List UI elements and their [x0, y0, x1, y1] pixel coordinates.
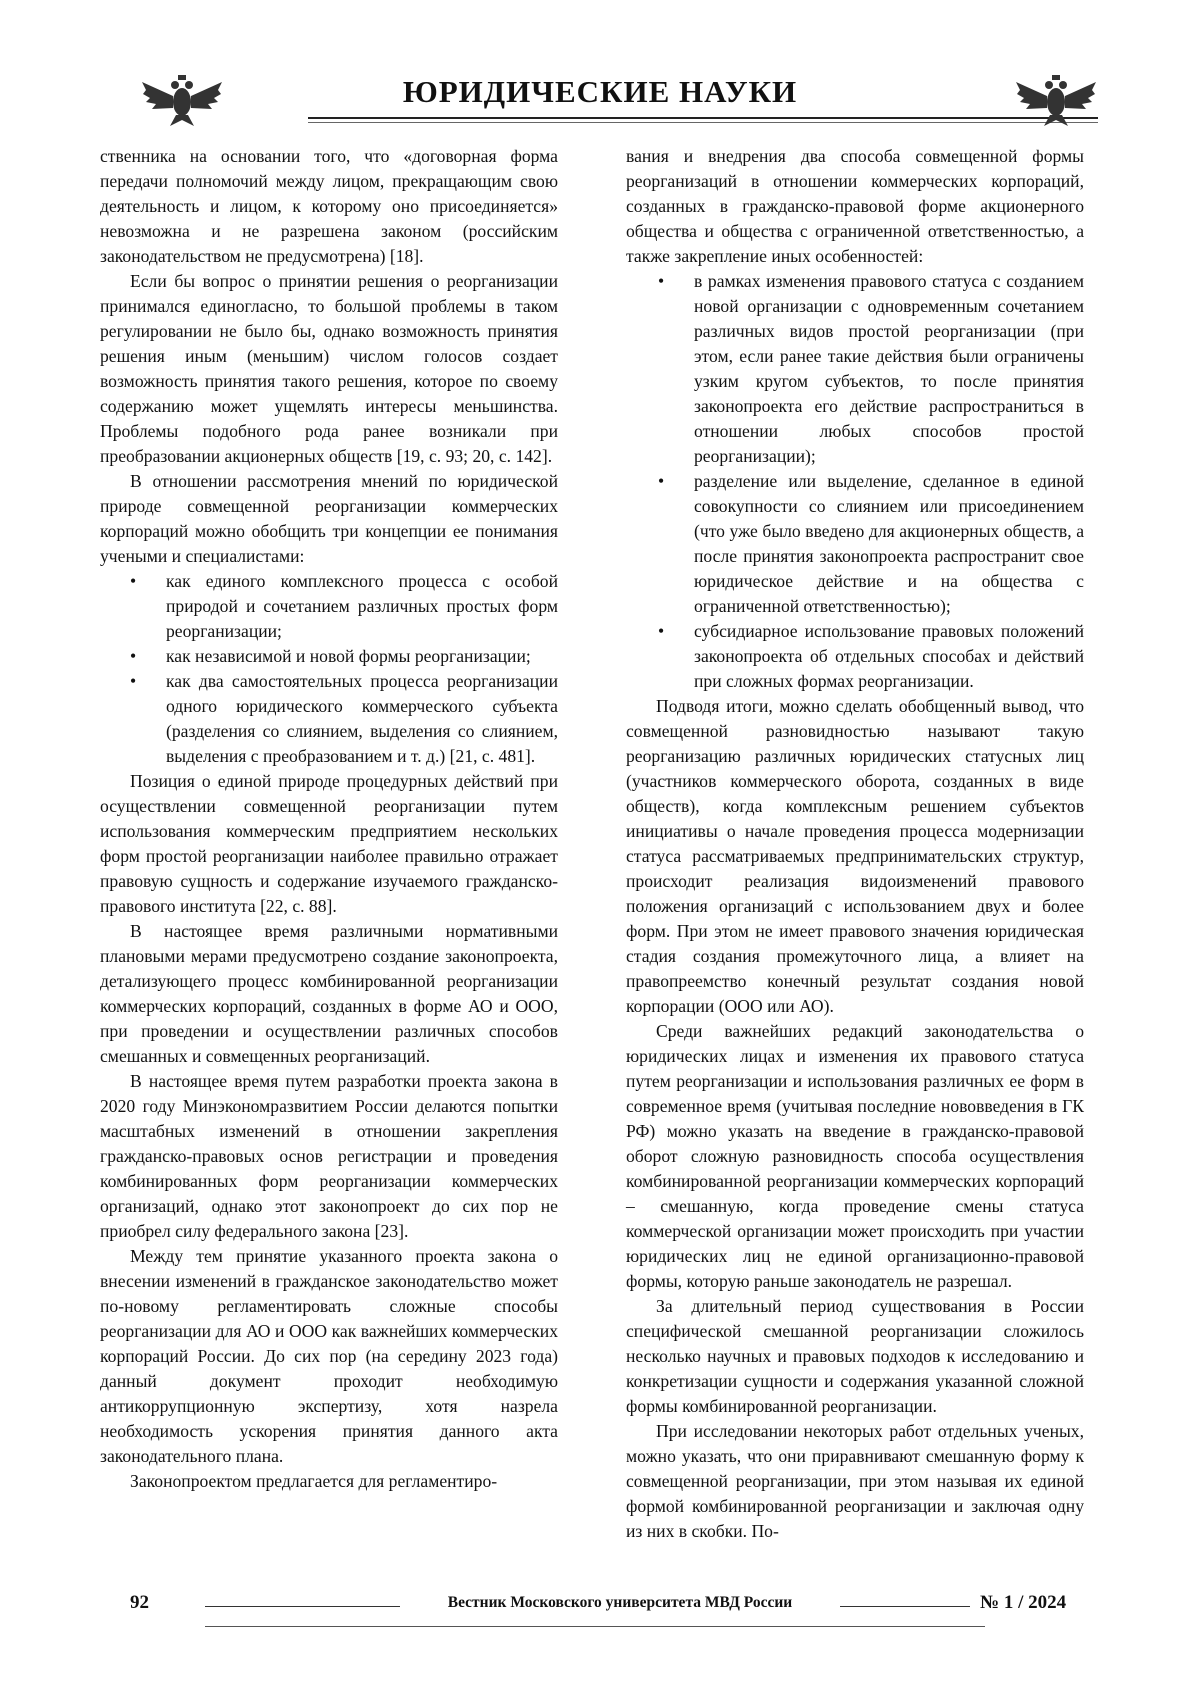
- journal-name: Вестник Московского университета МВД России: [447, 1594, 793, 1611]
- paragraph: В отношении рассмотрения мнений по юридической природе совмещенной реорганизации коммерческих корпораций можно обобщить три концепции ее понимания учеными и специалистами:: [100, 471, 558, 566]
- right-column: [626, 144, 1084, 1544]
- bullet-list: [626, 269, 1084, 694]
- issue-number: № 1 / 2024: [980, 1592, 1067, 1613]
- list-item: • в рамках изменения правового статуса с созданием новой организации с одновременным сочетанием различных видов простой реорганизации (при этом, если ранее такие действия были ограничены узким кругом субъектов, то после принятия законопроекта его действие распространиться в отношении любых способов простой реорганизации);: [626, 269, 1084, 469]
- list-item: • разделение или выделение, сделанное в единой совокупности со слиянием или присоединением (что уже было введено для акционерных обществ, а после принятия законопроекта распространит свое юридическое действие и на общества с ограниченной ответственностью);: [626, 469, 1084, 619]
- bullet-list: [100, 569, 558, 769]
- page-number: 92: [130, 1592, 149, 1613]
- page-footer: [100, 1588, 1100, 1628]
- paragraph: В настоящее время путем разработки проекта закона в 2020 году Минэкономразвитием России делаются попытки масштабных изменений в отношении закрепления гражданско-правовых основ регистрации и проведения комбинированных форм реорганизации коммерческих организаций, однако этот законопроект до сих пор не приобрел силу федерального закона [23].: [100, 1071, 558, 1241]
- paragraph: В настоящее время различными нормативными плановыми мерами предусмотрено создание законопроекта, детализующего процесс комбинированной реорганизации коммерческих корпораций, созданных в форме АО и ООО, при проведении и осуществлении различных способов смешанных и совмещенных реорганизаций.: [100, 921, 558, 1066]
- paragraph: При исследовании некоторых работ отдельных ученых, можно указать, что они приравнивают смешанную форму к совмещенной реорганизации, при этом называя их единой формой комбинированной реорганизации и заключая одну из них в скобки. По-: [626, 1421, 1084, 1541]
- paragraph: вания и внедрения два способа совмещенной формы реорганизаций в отношении коммерческих корпораций, созданных в гражданско-правовой форме акционерного общества и общества с ограниченной ответственностью, а также закрепление иных особенностей:: [626, 146, 1084, 266]
- paragraph: ственника на основании того, что «договорная форма передачи полномочий между лицом, прекращающим свою деятельность и лицом, к которому оно присоединяется» невозможна и не разрешена законом (российским законодательством не предусмотрена) [18].: [100, 146, 558, 266]
- paragraph: Позиция о единой природе процедурных действий при осуществлении совмещенной реорганизации путем использования коммерческим предприятием нескольких форм простой реорганизации наиболее правильно отражает правовую сущность и содержание изучаемого гражданско-правового института [22, с. 88].: [100, 771, 558, 916]
- paragraph: Между тем принятие указанного проекта закона о внесении изменений в гражданское законодательство может по-новому регламентировать сложные способы реорганизации для АО и ООО как важнейших коммерческих корпораций России. До сих пор (на середину 2023 года) данный документ проходит необходимую антикоррупционную экспертизу, хотя назрела необходимость ускорения принятия данного акта законодательного плана.: [100, 1246, 558, 1466]
- paragraph: Законопроектом предлагается для регламентиро-: [130, 1471, 498, 1491]
- footer-bottom-rule: [205, 1626, 985, 1627]
- list-item: • как единого комплексного процесса с особой природой и сочетанием различных простых форм реорганизации;: [100, 569, 558, 644]
- page-header: [100, 62, 1100, 132]
- paragraph: За длительный период существования в России специфической смешанной реорганизации сложилось несколько научных и правовых подходов к исследованию и конкретизации сущности и содержания указанной сложной формы комбинированной реорганизации.: [626, 1296, 1084, 1416]
- list-item: • как независимой и новой формы реорганизации;: [100, 644, 558, 669]
- list-item: • как два самостоятельных процесса реорганизации одного юридического коммерческого субъекта (разделения со слиянием, выделения со слиянием, выделения с преобразованием и т. д.) [21, с. 481].: [100, 669, 558, 769]
- paragraph: Среди важнейших редакций законодательства о юридических лицах и изменения их правового статуса путем реорганизации и использования различных ее форм в современное время (учитывая последние нововведения в ГК РФ) можно указать на введение в гражданско-правовой оборот сложную разновидность способа осуществления комбинированной реорганизации коммерческих корпораций – смешанную, когда проведение смены статуса коммерческой организации может происходить при участии юридических лиц не единой организационно-правовой формы, которую раньше законодатель не разрешал.: [626, 1021, 1084, 1291]
- paragraph: Если бы вопрос о принятии решения о реорганизации принимался единогласно, то большой проблемы в таком регулировании не было бы, однако возможность принятия решения иным (меньшим) числом голосов создает возможность принятия такого решения, которое по своему содержанию может ущемлять интересы меньшинства. Проблемы подобного рода ранее возникали при преобразовании акционерных обществ [19, с. 93; 20, с. 142].: [100, 271, 558, 466]
- footer-rule: [205, 1606, 400, 1607]
- double-headed-eagle-emblem-icon: [1014, 72, 1098, 128]
- list-item: • субсидиарное использование правовых положений законопроекта об отдельных способах и действий при сложных формах реорганизации.: [626, 619, 1084, 694]
- paragraph: Подводя итоги, можно сделать обобщенный вывод, что совмещенной разновидностью называют такую реорганизацию различных юридических статусных лиц (участников коммерческого оборота, созданных в виде обществ), когда комплексным решением субъектов инициативы о начале проведения процесса модернизации статуса рассматриваемых предпринимательских структур, происходит реализация видоизменений правового положения организаций с использованием двух и более форм. При этом не имеет правового значения юридическая стадия создания промежуточного лица, а влияет на правопреемство конечный результат создания новой корпорации (ООО или АО).: [626, 696, 1084, 1016]
- section-title: ЮРИДИЧЕСКИЕ НАУКИ: [402, 74, 798, 109]
- footer-rule: [840, 1606, 970, 1607]
- header-rule: [308, 117, 1098, 119]
- double-headed-eagle-emblem-icon: [140, 72, 224, 128]
- header-rule-thin: [308, 122, 1098, 123]
- left-column: [100, 144, 558, 1494]
